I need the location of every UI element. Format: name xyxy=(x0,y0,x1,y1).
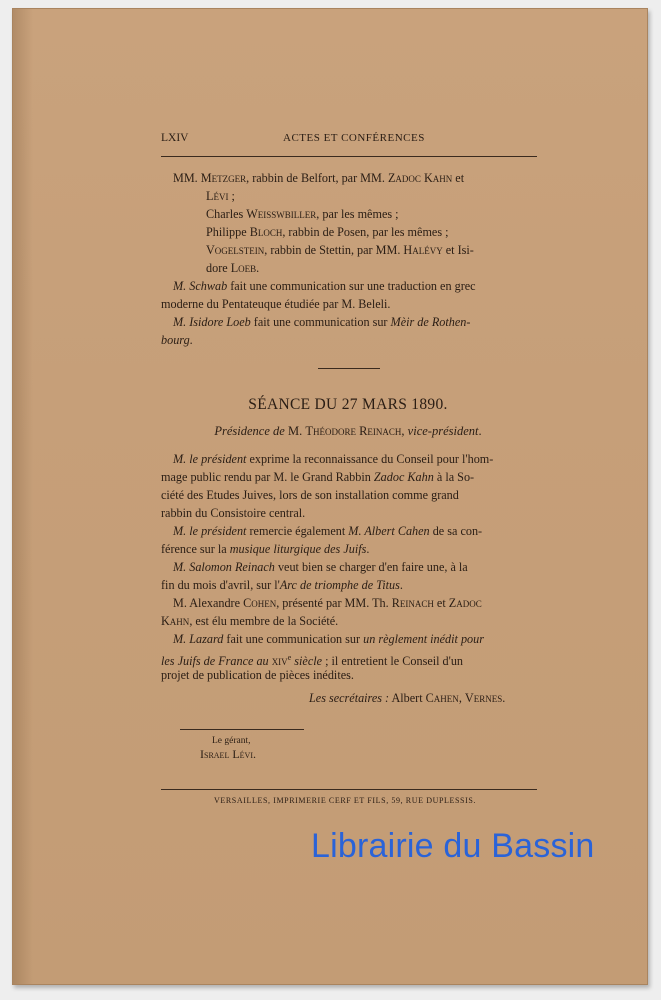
paragraph-line: fin du mois d'avril, sur l'Arc de triomphe de Titus. xyxy=(161,578,403,592)
paragraph-line: mage public rendu par M. le Grand Rabbin Zadoc Kahn à la So- xyxy=(161,470,475,484)
presidence-line: Présidence de M. Théodore Reinach, vice-président. xyxy=(214,424,482,438)
member-line: dore Loeb. xyxy=(206,261,260,275)
member-line: Philippe Bloch, rabbin de Posen, par les mêmes ; xyxy=(206,225,449,239)
gerant-rule xyxy=(180,729,304,730)
page-number: LXIV xyxy=(161,132,189,144)
paragraph-line: M. Lazard fait une communication sur un règlement inédit pour xyxy=(173,632,484,646)
paragraph-line: férence sur la musique liturgique des Juifs. xyxy=(161,542,370,556)
running-title: ACTES ET CONFÉRENCES xyxy=(283,132,425,144)
paragraph-line: ciété des Etudes Juives, lors de son installation comme grand xyxy=(161,488,459,502)
member-line: Lévi ; xyxy=(206,189,235,203)
member-line: Charles Weisswbiller, par les mêmes ; xyxy=(206,207,399,221)
header-rule xyxy=(161,156,537,157)
paragraph-line: M. Schwab fait une communication sur une traduction en grec xyxy=(173,279,476,293)
session-heading: SÉANCE DU 27 MARS 1890. xyxy=(248,396,448,413)
paragraph-line: les Juifs de France au xiv$^e$ siècle ; il entretient le Conseil d'un xyxy=(161,653,464,669)
paragraph-line: M. le président exprime la reconnaissance du Conseil pour l'hom- xyxy=(173,452,494,466)
running-head xyxy=(161,132,537,152)
gerant-label: Le gérant, xyxy=(212,736,251,746)
bookseller-watermark: Librairie du Bassin xyxy=(311,827,595,865)
member-line: Vogelstein, rabbin de Stettin, par MM. Halévy et Isi- xyxy=(206,243,474,257)
member-line: MM. Metzger, rabbin de Belfort, par MM. Zadoc Kahn et xyxy=(173,171,465,185)
printer-imprint: VERSAILLES, IMPRIMERIE CERF ET FILS, 59, RUE DUPLESSIS. xyxy=(214,796,476,805)
paragraph-line: bourg. xyxy=(161,333,193,347)
gerant-name: Israel Lévi. xyxy=(200,747,256,761)
paragraph-line: moderne du Pentateuque étudiée par M. Beleli. xyxy=(161,297,391,311)
paragraph-line: projet de publication de pièces inédites. xyxy=(161,668,354,682)
paragraph-line: Kahn, est élu membre de la Société. xyxy=(161,614,339,628)
paragraph-line: M. Isidore Loeb fait une communication sur Mèir de Rothen- xyxy=(173,315,471,329)
paragraph-line: rabbin du Consistoire central. xyxy=(161,506,306,520)
secretaries-signature: Les secrétaires : Albert Cahen, Vernes. xyxy=(309,691,506,705)
section-separator xyxy=(318,368,380,369)
paragraph-line: M. Salomon Reinach veut bien se charger d'en faire une, à la xyxy=(173,560,468,574)
footer-rule xyxy=(161,789,537,790)
paragraph-line: M. le président remercie également M. Albert Cahen de sa con- xyxy=(173,524,483,538)
paragraph-line: M. Alexandre Cohen, présenté par MM. Th. Reinach et Zadoc xyxy=(173,596,482,610)
